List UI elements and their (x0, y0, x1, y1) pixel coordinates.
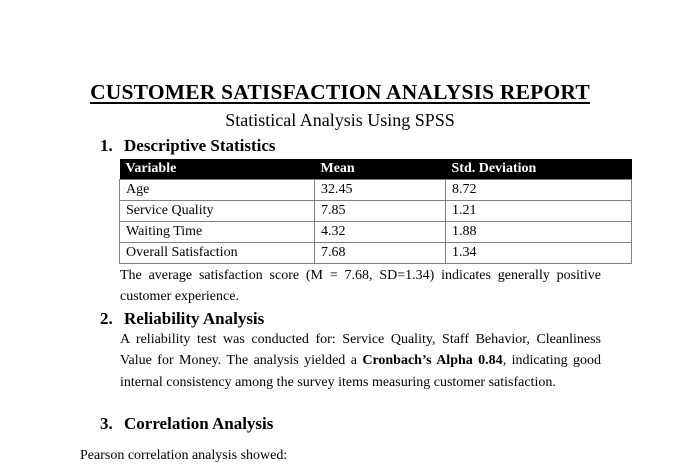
table-header-row (120, 159, 632, 180)
section-number: 1. (100, 136, 113, 155)
section-heading-correlation (100, 414, 273, 434)
reliability-text-before: A reliability test was conducted for: Service Quality, Staff Behavior, Cleanliness Value for Money. The analysis yielded a (120, 332, 601, 369)
column-header-std-deviation: Std. Deviation (446, 159, 632, 180)
table-cell: Overall Satisfaction (120, 243, 315, 264)
table-cell: Age (120, 180, 315, 201)
table-cell: 1.34 (446, 243, 632, 264)
section-title: Correlation Analysis (124, 414, 274, 433)
cronbach-alpha-highlight: Cronbach’s Alpha 0.84 (362, 353, 503, 369)
table-row (120, 201, 632, 222)
reliability-text-after: , indicating good internal consistency among the survey items measuring customer satisfaction. (120, 353, 601, 390)
descriptive-statistics-table (119, 159, 632, 264)
section-title: Reliability Analysis (124, 309, 265, 328)
reliability-text (120, 329, 601, 393)
table-cell: Waiting Time (120, 222, 315, 243)
table-cell: Service Quality (120, 201, 315, 222)
correlation-intro-text: Pearson correlation analysis showed: (80, 448, 288, 463)
table-cell: 7.85 (315, 201, 446, 222)
report-subtitle: Statistical Analysis Using SPSS (225, 110, 455, 130)
table-cell: 1.88 (446, 222, 632, 243)
table-row (120, 243, 632, 264)
descriptive-summary-text: The average satisfaction score (M = 7.68, SD=1.34) indicates generally positive customer experience. (120, 268, 601, 305)
table-row (120, 180, 632, 201)
table-cell: 4.32 (315, 222, 446, 243)
column-header-variable: Variable (120, 159, 315, 180)
table-cell: 1.21 (446, 201, 632, 222)
section-heading-descriptive (100, 136, 276, 156)
section-number: 2. (100, 309, 113, 328)
report-title: CUSTOMER SATISFACTION ANALYSIS REPORT (90, 80, 590, 104)
section-heading-reliability (100, 309, 264, 329)
column-header-mean: Mean (315, 159, 446, 180)
table-cell: 32.45 (315, 180, 446, 201)
section-number: 3. (100, 414, 113, 433)
table-cell: 7.68 (315, 243, 446, 264)
table-cell: 8.72 (446, 180, 632, 201)
section-title: Descriptive Statistics (124, 136, 276, 155)
table-row (120, 222, 632, 243)
